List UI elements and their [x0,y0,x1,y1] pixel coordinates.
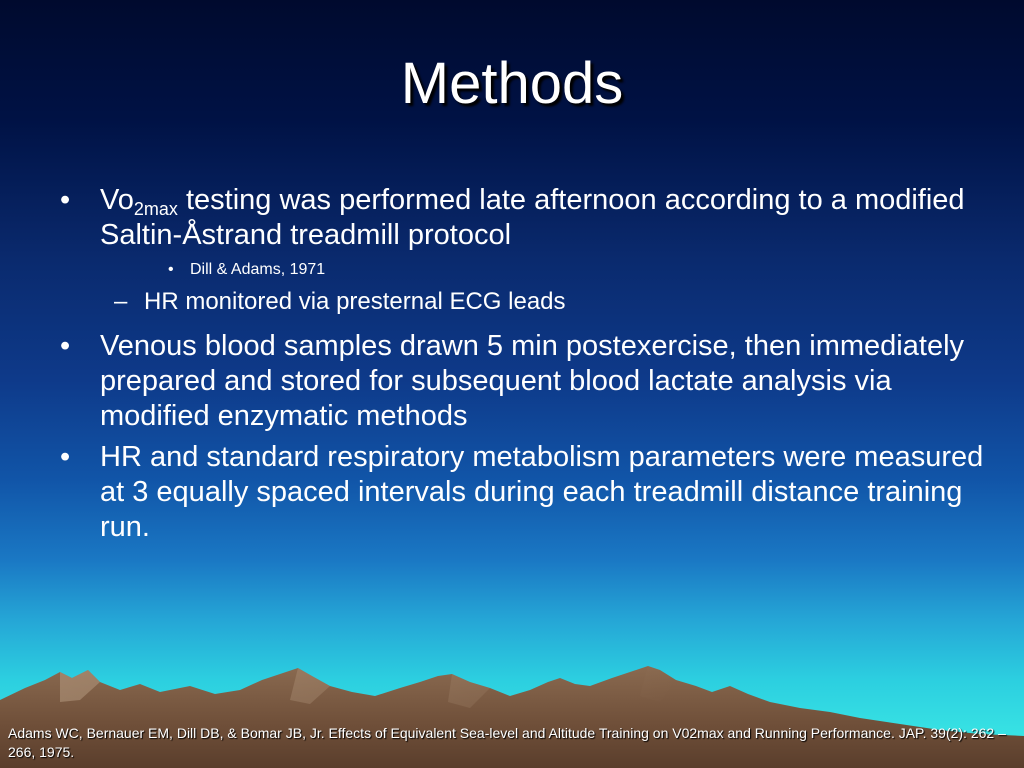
slide-body [56,183,986,551]
bullet-venous-blood [56,329,986,434]
sub-bullet-marker: • [168,261,174,278]
sub-bullet-citation [56,259,986,281]
bullet-hr-respiratory [56,440,986,545]
bullet-text: Venous blood samples drawn 5 min postexercise, then immediately prepared and stored for subsequent blood lactate analysis via modified enzymatic methods [100,330,965,432]
dash-item-hr-monitoring [56,287,986,317]
dash-marker: – [114,288,128,315]
bullet-lead: Vo [100,184,134,216]
bullet-subscript: 2max [133,199,178,219]
bullet-text: testing was performed late afternoon according to a modified Saltin-Åstrand treadmill protocol [100,184,965,251]
dash-item-text: HR monitored via presternal ECG leads [144,288,566,315]
sub-bullet-text: Dill & Adams, 1971 [190,261,326,278]
bullet-text: HR and standard respiratory metabolism parameters were measured at 3 equally spaced intervals during each treadmill distance training run. [100,441,984,543]
bullet-marker: • [60,330,71,362]
bullet-vo2max-testing [56,183,986,253]
bullet-marker: • [60,184,71,216]
slide-title: Methods [400,51,624,116]
footer-citation: Adams WC, Bernauer EM, Dill DB, & Bomar JB, Jr. Effects of Equivalent Sea-level and Altitude Training on V02max and Running Performance. JAP. 39(2): 262 – 266, 1975. [8,725,1006,760]
bullet-marker: • [60,441,71,473]
